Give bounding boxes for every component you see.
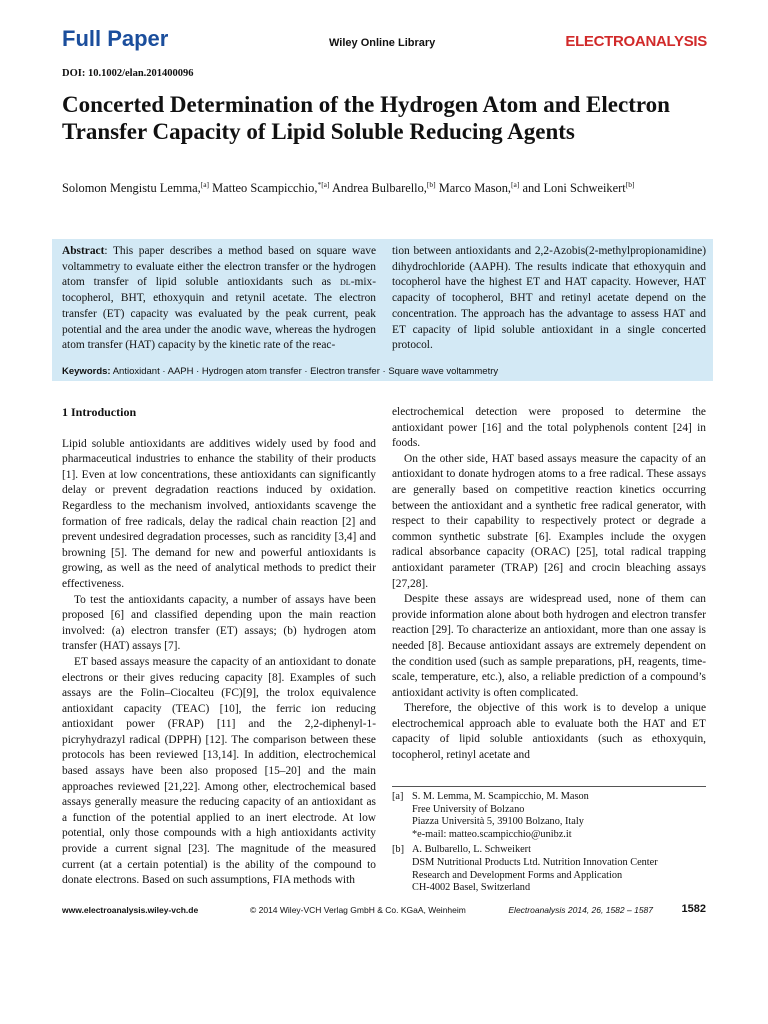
author-list (62, 180, 702, 197)
paragraph: Despite these assays are widespread used, none of them can provide information alone about both hydrogen and electron transfer reaction [29]. To characterize an antioxidant, more than one assay is needed [8]. Because antioxidant assays are extremely dependent on the condition used (such as sample preparations, pH, reagents, time-scale, temperature, etc.), also, a reliable prediction of a compound’s antioxidant activity is often complicated. (392, 593, 706, 699)
footnote-tag: [b] (392, 844, 405, 856)
author: Marco Mason, (438, 181, 512, 195)
paragraph: On the other side, HAT based assays measure the capacity of an antioxidant to donate hydrogen atoms to a free radical. These assays are generally based on competitive reaction kinetics occurring between the antioxidant and a synthetic free radical generator, with respect to their capability to respectively protect or degrade a common synthetic substrate [6]. Examples include the oxygen radical absorbance capacity (ORAC) [25], total radical trapping antioxidant parameter (TRAP) [26] and crocin bleaching assays [27,28]. (392, 452, 706, 590)
footer-citation: Electroanalysis 2014, 26, 1582 – 1587 (508, 905, 653, 915)
author-affiliation: *[a] (317, 179, 330, 189)
author-affiliation: [a] (511, 179, 520, 189)
abstract-label: Abstract (62, 245, 105, 257)
footnote-line: Free University of Bolzano (412, 803, 525, 815)
author-affiliation: [b] (625, 179, 635, 189)
library-label[interactable]: Wiley Online Library (329, 37, 436, 49)
body-column-left (62, 405, 376, 889)
author: Solomon Mengistu Lemma, (62, 181, 201, 195)
paragraph: Therefore, the objective of this work is to develop a unique electrochemical approach able to evaluate both the HAT and ET capacity of lipid soluble antioxidants (such as ethoxyquin, tocopherol, retinyl acetate and (392, 702, 706, 762)
author: Matteo Scampicchio, (212, 181, 318, 195)
footer-website[interactable]: www.electroanalysis.wiley-vch.de (62, 905, 199, 915)
footnote-line: A. Bulbarello, L. Schweikert (412, 844, 531, 856)
author-affiliation: [a] (200, 179, 210, 189)
abstract-text: -mix-tocopherol, BHT, ethoxyquin and retynil acetate. The electron transfer (ET) capacity was evaluated by the peak current, peak potential and the area under the anodic wave, whereas the hydrogen atom transfer (HAT) capacity by the kinetic rate of the reac- (62, 276, 376, 352)
footnote-line: S. M. Lemma, M. Scampicchio, M. Mason (412, 791, 589, 802)
footer-copyright: © 2014 Wiley-VCH Verlag GmbH & Co. KGaA, Weinheim (250, 905, 466, 915)
footnote-line: Piazza Università 5, 39100 Bolzano, Italy (412, 816, 584, 828)
abstract-right: tion between antioxidants and 2,2-Azobis(2-methylpropionamidine) dihydrochloride (AAPH). The results indicate that ethoxyquin and tocopherol have the highest ET and HAT capacity. However, HAT capacity of tocopherol, BHT and retinyl acetate depend on the concentration. The approach has the advantage to assess HAT and ET capacity of lipid soluble antioxidant in a single concerted protocol. (392, 245, 706, 352)
paragraph: electrochemical detection were proposed to determine the antioxidant power [16] and the total polyphenols content [24] in foods. (392, 406, 706, 450)
affiliation-footnotes (392, 791, 706, 898)
footnote-b (392, 844, 706, 894)
page-number: 1582 (681, 903, 706, 915)
footnote-line: CH-4002 Basel, Switzerland (412, 882, 531, 894)
paragraph: ET based assays measure the capacity of an antioxidant to donate electrons or their gives reducing capacity [8]. Examples of such assays are the Folin–Ciocalteu (FC)[9], the trolox equivalence antioxidant capacity (TEAC) [10], the ferric ion reducing antioxidant power (FRAP) [11] and the 2,2-diphenyl-1-picryhydrazyl radical (DPPH) [12]. The comparison between these protocols has been reviewed [13,14]. In addition, electrochemical based assays have been also proposed [15–20] and the main approaches reviewed [21,22]. Among other, electrochemical based assays generally measure the reducing capacity of an antioxidant as a function of the potential applied to an inert electrode. At low potential, only those compounds with a high antioxidants activity provide a current signal [23]. The magnitude of the measured current (at a certain potential) is the ability of the compound to donate electrons. Based on such assumptions, FIA methods with (62, 655, 376, 887)
body-column-right (392, 405, 706, 764)
doi-line[interactable]: DOI: 10.1002/elan.201400096 (62, 68, 194, 79)
keywords-text: Antioxidant · AAPH · Hydrogen atom transfer · Electron transfer · Square wave voltammetry (112, 366, 499, 377)
paragraph: Lipid soluble antioxidants are additives widely used by food and pharmaceutical industries to enhance the stability of their products [1]. Even at low concentrations, these antioxidants can significantly delay or prevent degradation reactions induced by oxidation. Regardless to the mechanism involved, antioxidants scavenge the formation of free radicals, delay the radical chain reaction [2] and prevent undesired degradation processes, such as rancidity [3,4] and browning [5]. The demand for new and powerful antioxidants is growing, as well as the need of analytical methods to predict their effectiveness. (62, 437, 376, 590)
footnote-a (392, 791, 706, 841)
footnote-line: Research and Development Forms and Application (412, 869, 623, 881)
footnote-tag: [a] (392, 791, 404, 802)
author: and Loni Schweikert (522, 181, 626, 195)
footnote-divider (392, 786, 706, 787)
section-heading: 1 Introduction (62, 405, 137, 419)
author-affiliation: [b] (426, 179, 436, 189)
author: Andrea Bulbarello, (331, 181, 427, 195)
dl-prefix: dl (340, 276, 351, 289)
keywords-line (62, 366, 702, 377)
abstract-text: : This paper describes a method based on square wave voltammetry to evaluate either the electron transfer or the hydrogen atom transfer of lipid soluble antioxidants such as (62, 245, 376, 289)
abstract-left (62, 244, 376, 354)
footnote-line: DSM Nutritional Products Ltd. Nutrition Innovation Center (412, 856, 658, 868)
journal-name: ELECTROANALYSIS (565, 33, 707, 50)
keywords-label: Keywords: (62, 366, 111, 377)
paper-title: Concerted Determination of the Hydrogen Atom and Electron Transfer Capacity of Lipid Soluble Reducing Agents (62, 92, 670, 144)
section-label: Full Paper (62, 26, 169, 51)
paragraph: To test the antioxidants capacity, a number of assays have been proposed [6] and classified depending upon the main reaction involved: (a) electron transfer (ET) assays; (b) hydrogen atom transfer (HAT) assays [7]. (62, 593, 376, 653)
footnote-email[interactable]: *e-mail: matteo.scampicchio@unibz.it (412, 828, 572, 840)
